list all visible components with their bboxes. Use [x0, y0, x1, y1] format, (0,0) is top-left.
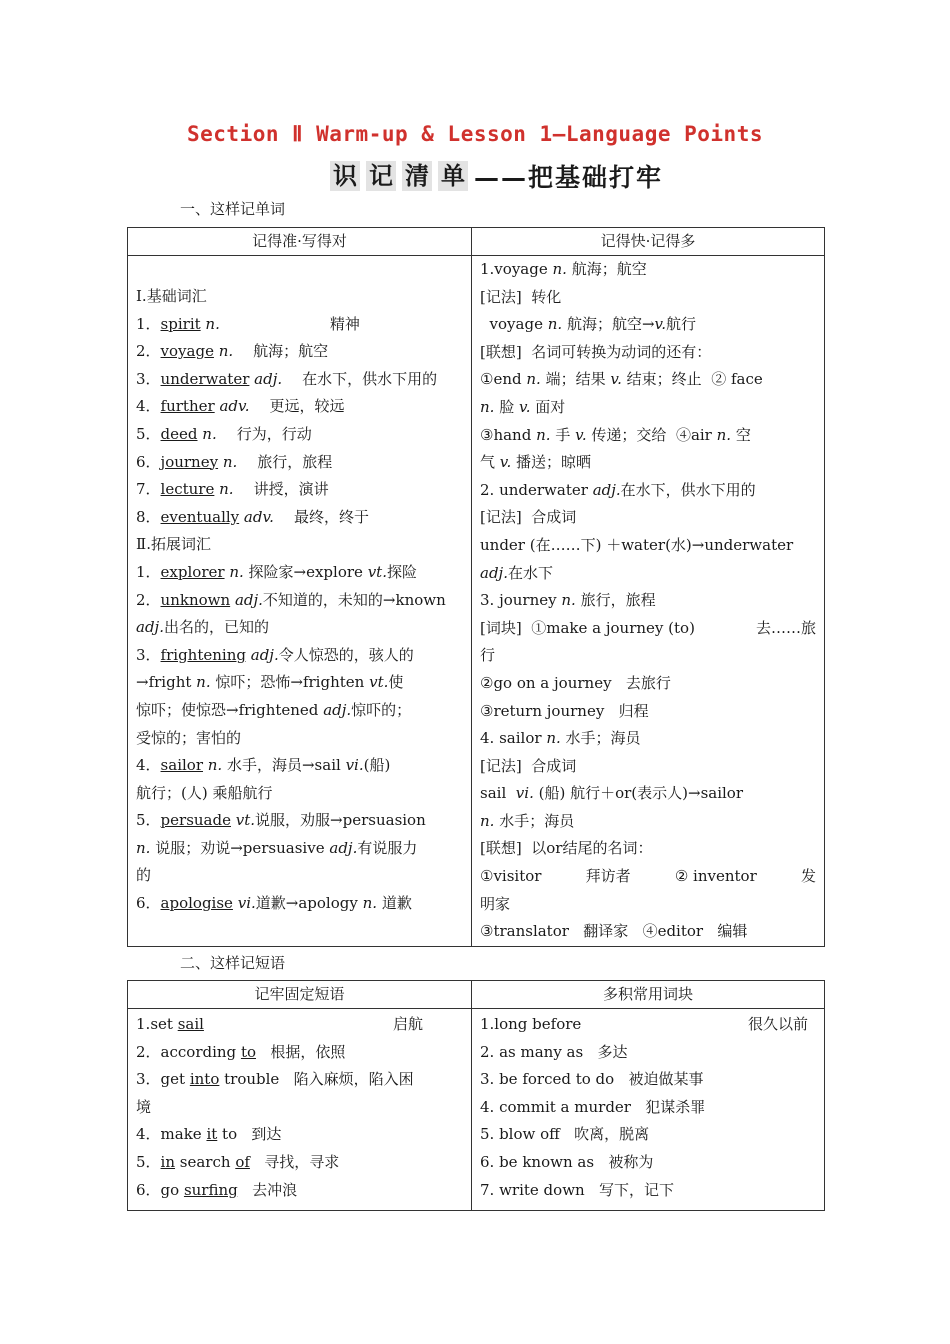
list-item-cont: 航行；(人) 乘船航行 — [136, 783, 273, 802]
note-line: ③return journey 归程 — [480, 701, 649, 720]
list-item: 2．voyage n. 航海；航空 — [136, 342, 329, 361]
note-line: ③translator 翻译家 ④editor 编辑 — [480, 922, 748, 941]
note-line: under (在……下) ＋water(水)→underwater — [480, 535, 794, 554]
vocab-right-header: 记得快·记得多 — [472, 228, 825, 256]
list-item-cont: →fright n. 惊吓；恐怖→frighten vt.使 — [136, 673, 404, 692]
list-item: 6．apologise vi.道歉→apology n. 道歉 — [136, 894, 412, 913]
list-item: 5．persuade vt.说服，劝服→persuasion — [136, 811, 426, 830]
note-line: n. 水手；海员 — [480, 811, 575, 830]
subtitle-char: 记 — [366, 161, 396, 191]
phrase-right-header: 多积常用词块 — [472, 981, 825, 1009]
note-line: ③hand n. 手 v. 传递；交给 ④air n. 空 — [480, 425, 751, 444]
list-item: 7. write down 写下，记下 — [480, 1180, 675, 1199]
note-line: [联想] 名词可转换为动词的还有： — [480, 342, 712, 361]
list-item: 6. be known as 被称为 — [480, 1152, 654, 1171]
list-item-cont: 境 — [136, 1097, 152, 1116]
note-line: [记法] 合成词 — [480, 508, 577, 527]
phrase-table — [127, 980, 825, 1211]
list-item-cont: 受惊的；害怕的 — [136, 728, 242, 747]
list-item: 4．sailor n. 水手，海员→sail vi.(船) — [136, 756, 391, 775]
note-line: 3. journey n. 旅行，旅程 — [480, 591, 656, 610]
list-item: 7．lecture n. 讲授，演讲 — [136, 480, 329, 499]
list-item: 1．explorer n. 探险家→explore vt.探险 — [136, 562, 417, 581]
list-item: 1.long before 很久以前 — [480, 1015, 808, 1033]
list-item: 2．according to 根据，依照 — [136, 1042, 346, 1061]
list-item: 4．further adv. 更远，较远 — [136, 397, 345, 416]
list-item-cont: 惊吓；使惊恐→frightened adj.惊吓的； — [136, 700, 412, 719]
list-item: 3．underwater adj. 在水下，供水下用的 — [136, 369, 438, 388]
list-item: 6．go surfing 去冲浪 — [136, 1180, 298, 1199]
note-line: [联想] 以or结尾的名词： — [480, 839, 653, 858]
list-item: 3．get into trouble 陷入麻烦，陷入困 — [136, 1070, 414, 1089]
note-line: sail vi. (船) 航行＋or(表示人)→sailor — [480, 784, 744, 803]
note-line: [记法] 转化 — [480, 287, 562, 306]
subtitle-rest: ——把基础打牢 — [474, 163, 664, 192]
list-item-cont: n. 说服；劝说→persuasive adj.有说服力 — [136, 838, 418, 857]
vocab-left-header: 记得准·写得对 — [128, 228, 472, 256]
list-item-cont: 的 — [136, 866, 152, 885]
list-item: 5．deed n. 行为，行动 — [136, 424, 312, 443]
list-item: 6．journey n. 旅行，旅程 — [136, 452, 333, 471]
note-line: n. 脸 v. 面对 — [480, 397, 566, 416]
group-title: Ⅰ.基础词汇 — [136, 287, 207, 305]
list-item: 3. be forced to do 被迫做某事 — [480, 1070, 704, 1089]
subtitle-boxed — [330, 161, 474, 191]
note-line: ②go on a journey 去旅行 — [480, 673, 671, 692]
list-item-cont: adj.出名的，已知的 — [136, 618, 269, 637]
subtitle-char: 识 — [330, 161, 360, 191]
note-line: [词块] ①make a journey (to) 去……旅 — [480, 618, 816, 637]
note-line: ①end n. 端；结果 v. 结束；终止 ② face — [480, 370, 763, 389]
section-heading-words: 一、这样记单词 — [180, 200, 286, 218]
list-item: 4．make it to 到达 — [136, 1125, 282, 1144]
list-item: 5．in search of 寻找，寻求 — [136, 1152, 340, 1171]
note-line: adj.在水下 — [480, 563, 553, 582]
list-item: 4. commit a murder 犯谋杀罪 — [480, 1097, 706, 1116]
section-heading-phrases: 二、这样记短语 — [180, 954, 286, 972]
note-line: ①visitor 拜访者 ② inventor 发 — [480, 867, 816, 886]
group-title: Ⅱ.拓展词汇 — [136, 535, 211, 554]
note-line: 行 — [480, 646, 496, 665]
note-line: 1.voyage n. 航海；航空 — [480, 260, 647, 278]
vocab-table — [127, 227, 825, 947]
page-title: Section Ⅱ Warm-up & Lesson 1—Language Points — [187, 122, 763, 146]
vocab-left-cell — [128, 256, 472, 947]
list-item: 2. as many as 多达 — [480, 1042, 628, 1061]
list-item: 8．eventually adv. 最终，终于 — [136, 507, 369, 526]
page-subtitle — [330, 158, 663, 194]
list-item: 3．frightening adj.令人惊恐的，骇人的 — [136, 645, 414, 664]
note-line: voyage n. 航海；航空→v.航行 — [489, 315, 697, 334]
subtitle-char: 单 — [438, 161, 468, 191]
note-line: 2. underwater adj.在水下，供水下用的 — [480, 480, 756, 499]
list-item: 5. blow off 吹离，脱离 — [480, 1125, 650, 1144]
vocab-right-cell — [472, 256, 825, 947]
phrase-left-cell — [128, 1009, 472, 1211]
note-line: [记法] 合成词 — [480, 756, 577, 775]
note-line: 气 v. 播送；晾晒 — [480, 453, 592, 472]
list-item: 1．spirit n. 精神 — [136, 314, 360, 333]
phrase-right-cell — [472, 1009, 825, 1211]
note-line: 明家 — [480, 894, 511, 913]
list-item: 1.set sail 启航 — [136, 1015, 423, 1033]
list-item: 2．unknown adj.不知道的，未知的→known — [136, 590, 446, 609]
subtitle-char: 清 — [402, 161, 432, 191]
note-line: 4. sailor n. 水手；海员 — [480, 729, 641, 748]
phrase-left-header: 记牢固定短语 — [128, 981, 472, 1009]
